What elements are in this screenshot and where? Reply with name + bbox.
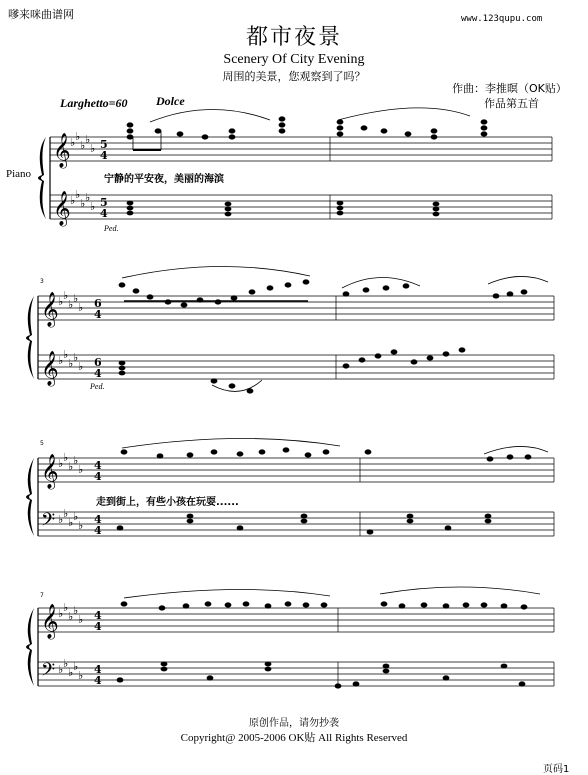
- svg-text:𝄞: 𝄞: [41, 454, 59, 489]
- svg-text:♭: ♭: [80, 139, 86, 152]
- svg-text:♭: ♭: [75, 130, 81, 143]
- time-sig-bottom: 4: [94, 308, 102, 321]
- svg-text:♭: ♭: [85, 133, 91, 146]
- time-sig-bottom: 4: [94, 367, 102, 380]
- notes-system-4: [117, 602, 527, 688]
- svg-text:♭: ♭: [78, 519, 84, 532]
- svg-text:♭: ♭: [73, 292, 79, 305]
- pedal-mark: Ped.: [90, 382, 105, 391]
- svg-text:♭: ♭: [78, 463, 84, 476]
- svg-text:♭: ♭: [70, 136, 76, 149]
- system-4: [38, 608, 554, 686]
- svg-text:♭: ♭: [58, 513, 64, 526]
- svg-text:♭: ♭: [63, 507, 69, 520]
- svg-text:♭: ♭: [58, 457, 64, 470]
- notes-system-2: [119, 280, 527, 393]
- measure-number: 5: [40, 440, 44, 447]
- svg-text:♭: ♭: [68, 516, 74, 529]
- lyric-line-1: 宁静的平安夜，美丽的海滨: [104, 174, 224, 185]
- svg-text:𝄞: 𝄞: [41, 351, 59, 386]
- svg-text:♭: ♭: [63, 657, 69, 670]
- svg-text:♭: ♭: [63, 451, 69, 464]
- svg-text:♭: ♭: [58, 663, 64, 676]
- svg-text:♭: ♭: [78, 613, 84, 626]
- time-sig-top: 4: [94, 609, 102, 622]
- svg-text:♭: ♭: [85, 191, 91, 204]
- svg-text:♭: ♭: [75, 188, 81, 201]
- svg-text:♭: ♭: [70, 194, 76, 207]
- song-subtitle: Scenery Of City Evening: [223, 52, 365, 67]
- tempo-marking: Larghetto=60: [60, 96, 128, 110]
- svg-text:♭: ♭: [58, 607, 64, 620]
- system-2: [38, 296, 554, 379]
- svg-text:♭: ♭: [78, 360, 84, 373]
- instrument-label: Piano: [6, 168, 32, 180]
- svg-text:♭: ♭: [90, 142, 96, 155]
- song-title: 都市夜景: [245, 25, 342, 50]
- svg-text:♭: ♭: [73, 351, 79, 364]
- measure-number: 3: [40, 278, 44, 285]
- song-subnote: 周围的美景，您观察到了吗？: [222, 70, 366, 83]
- svg-text:♭: ♭: [63, 348, 69, 361]
- time-sig-top: 4: [94, 459, 102, 472]
- notes-system-3: [117, 448, 531, 534]
- svg-text:𝄢: 𝄢: [41, 510, 56, 535]
- svg-text:♭: ♭: [68, 460, 74, 473]
- svg-text:𝄞: 𝄞: [41, 604, 59, 639]
- svg-text:♭: ♭: [90, 200, 96, 213]
- time-signatures: [94, 138, 108, 687]
- lyric-line-2: 走到街上，有些小孩在玩耍......: [96, 497, 239, 508]
- time-sig-top: 6: [94, 297, 102, 310]
- site-url: www.123qupu.com: [461, 14, 543, 24]
- time-sig-top: 5: [100, 138, 108, 151]
- svg-text:♭: ♭: [68, 666, 74, 679]
- svg-text:♭: ♭: [80, 197, 86, 210]
- svg-text:𝄞: 𝄞: [41, 292, 59, 327]
- time-sig-bottom: 4: [94, 674, 102, 687]
- svg-text:𝄢: 𝄢: [41, 660, 56, 685]
- work-number: 作品第五首: [484, 97, 539, 110]
- svg-text:𝄞: 𝄞: [53, 133, 71, 168]
- svg-text:♭: ♭: [73, 604, 79, 617]
- original-work-notice: 原创作品，请勿抄袭: [249, 718, 339, 729]
- svg-text:♭: ♭: [78, 301, 84, 314]
- time-sig-bottom: 4: [94, 524, 102, 537]
- time-sig-bottom: 4: [94, 620, 102, 633]
- time-sig-top: 5: [100, 196, 108, 209]
- measure-number: 7: [40, 592, 44, 599]
- time-sig-bottom: 4: [94, 470, 102, 483]
- svg-text:♭: ♭: [68, 357, 74, 370]
- svg-text:♭: ♭: [58, 295, 64, 308]
- page-number: 页码1: [543, 764, 570, 775]
- time-sig-bottom: 4: [100, 149, 108, 162]
- svg-text:♭: ♭: [73, 454, 79, 467]
- time-sig-top: 4: [94, 663, 102, 676]
- svg-text:♭: ♭: [58, 354, 64, 367]
- expression-marking: Dolce: [156, 94, 185, 108]
- svg-text:♭: ♭: [63, 289, 69, 302]
- svg-text:♭: ♭: [68, 610, 74, 623]
- pedal-mark: Ped.: [104, 224, 119, 233]
- site-name: 嗲来咪曲谱网: [8, 8, 74, 21]
- svg-text:♭: ♭: [68, 298, 74, 311]
- time-sig-top: 4: [94, 513, 102, 526]
- svg-text:♭: ♭: [73, 510, 79, 523]
- time-sig-bottom: 4: [100, 207, 108, 220]
- svg-text:♭: ♭: [63, 601, 69, 614]
- composer-credit: 作曲：李推暝（OK贴）: [452, 82, 567, 95]
- svg-text:♭: ♭: [78, 669, 84, 682]
- svg-text:♭: ♭: [73, 660, 79, 673]
- copyright-notice: Copyright@ 2005-2006 OK贴 All Rights Reserved: [180, 732, 408, 744]
- time-sig-top: 6: [94, 356, 102, 369]
- svg-text:𝄞: 𝄞: [53, 191, 71, 226]
